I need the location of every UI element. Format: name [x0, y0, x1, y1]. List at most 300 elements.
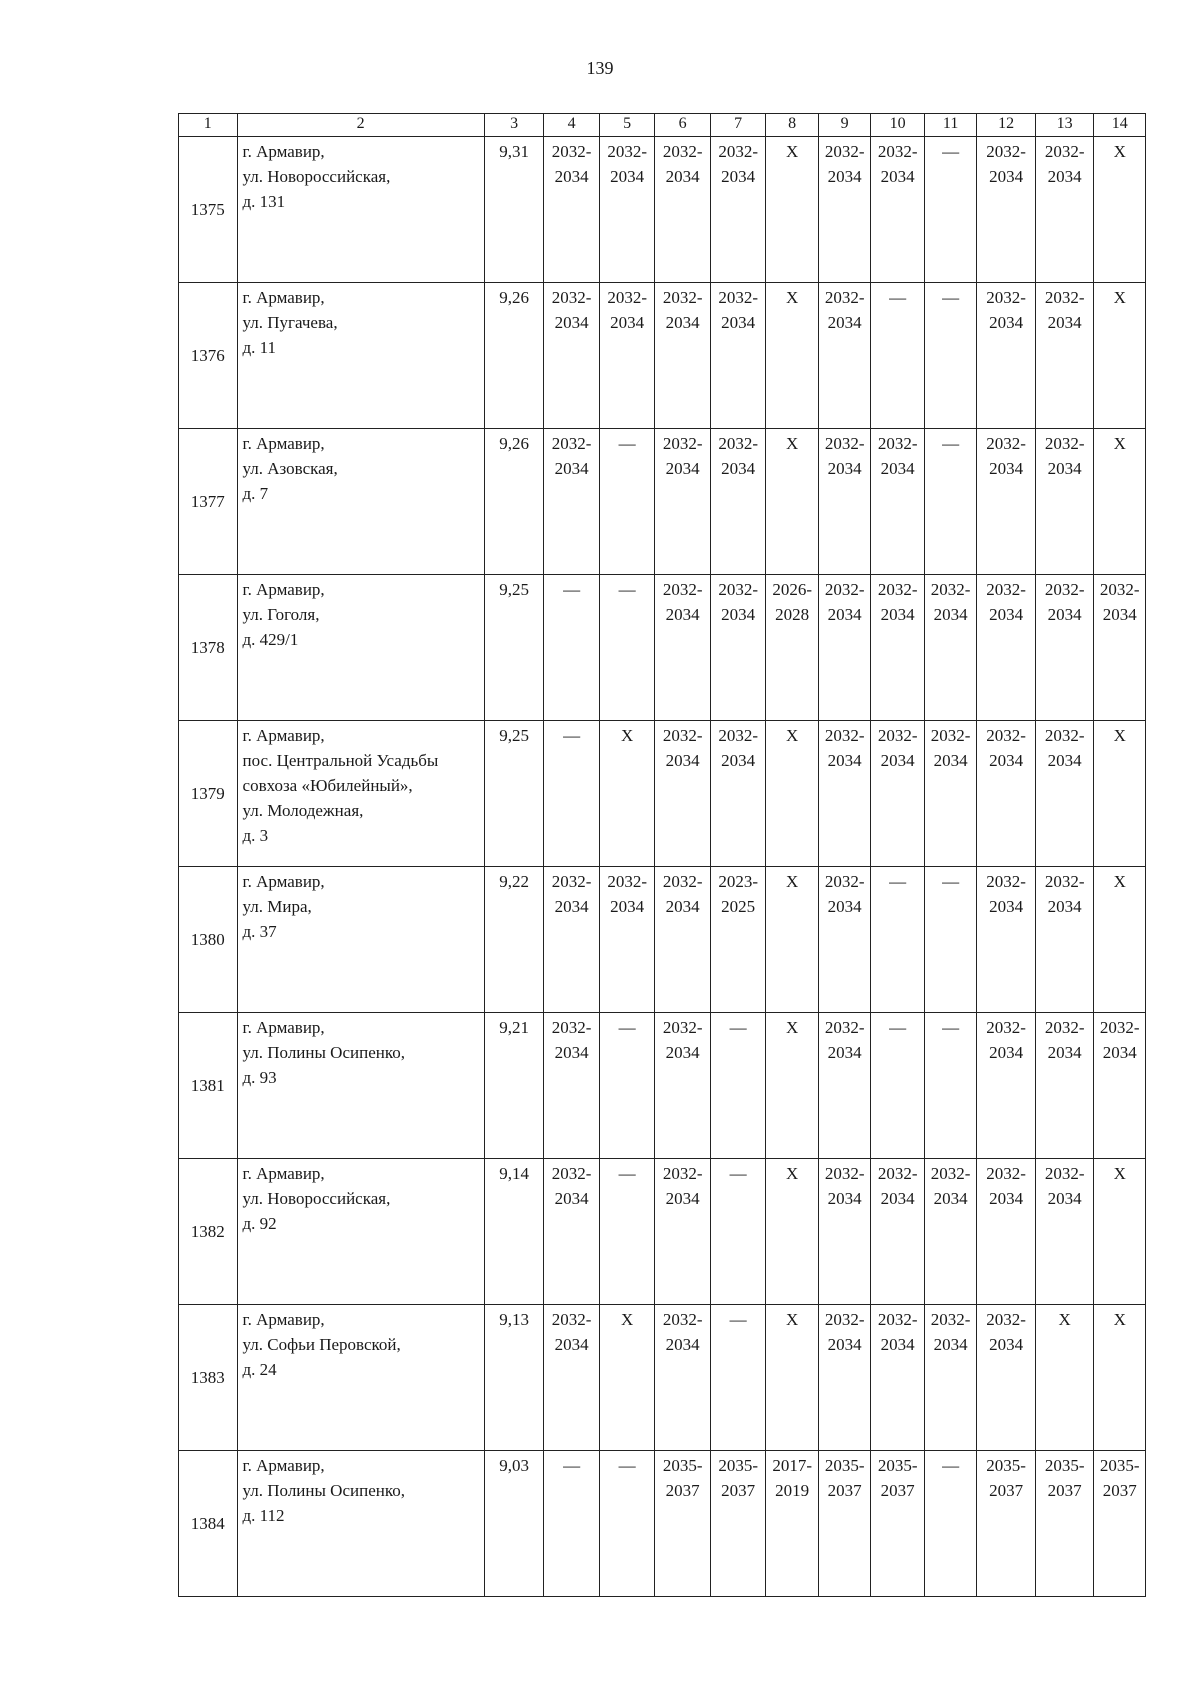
value-cell	[484, 1159, 544, 1305]
value-cell	[766, 721, 818, 867]
table-row	[179, 721, 1146, 867]
column-header: 9	[818, 114, 870, 137]
table-row	[179, 1305, 1146, 1451]
value-cell	[977, 429, 1036, 575]
value-text: 2032- 2034	[662, 1310, 703, 1354]
value-text: 2032- 2034	[1044, 434, 1085, 478]
address-line: г. Армавир,	[242, 142, 325, 161]
address-line: д. 112	[242, 1506, 285, 1525]
value-text: 2032- 2034	[824, 1310, 865, 1354]
value-text: Х	[786, 1164, 799, 1183]
address-line: д. 92	[242, 1214, 277, 1233]
value-text: 2032- 2034	[1044, 726, 1085, 770]
value-cell	[871, 429, 924, 575]
address-cell	[237, 1305, 484, 1451]
value-cell	[766, 1305, 818, 1451]
column-header: 14	[1094, 114, 1146, 137]
value-text: —	[729, 1018, 747, 1037]
value-text: 2032- 2034	[551, 1310, 592, 1354]
value-text: 2035- 2037	[1099, 1456, 1140, 1500]
row-number: 1378	[179, 575, 238, 721]
value-text: 2032- 2034	[662, 726, 703, 770]
address-line: ул. Молодежная,	[242, 801, 364, 820]
value-cell	[977, 1305, 1036, 1451]
value-cell	[544, 137, 600, 283]
row-number: 1376	[179, 283, 238, 429]
value-text: 2032- 2034	[877, 580, 918, 624]
value-cell	[818, 867, 870, 1013]
value-text: —	[889, 288, 907, 307]
value-cell	[655, 575, 711, 721]
address-cell	[237, 137, 484, 283]
value-text: 2032- 2034	[930, 726, 971, 770]
value-text: 2032- 2034	[824, 1018, 865, 1062]
table-header-row	[179, 114, 1146, 137]
value-text: 2032- 2034	[877, 1164, 918, 1208]
value-cell	[766, 429, 818, 575]
value-cell	[1094, 721, 1146, 867]
value-text: 2032- 2034	[930, 1164, 971, 1208]
value-cell	[655, 283, 711, 429]
value-text: 2032- 2034	[1044, 872, 1085, 916]
address-line: д. 24	[242, 1360, 277, 1379]
value-cell	[766, 867, 818, 1013]
value-text: 2032- 2034	[718, 288, 759, 332]
address-line: пос. Центральной Усадьбы	[242, 751, 439, 770]
value-cell	[924, 1451, 976, 1597]
value-text: 2032- 2034	[824, 872, 865, 916]
value-cell	[818, 1013, 870, 1159]
value-cell	[924, 137, 976, 283]
address-line: совхоза «Юбилейный»,	[242, 776, 413, 795]
address-line: г. Армавир,	[242, 1456, 325, 1475]
address-cell	[237, 1451, 484, 1597]
value-text: 2032- 2034	[662, 872, 703, 916]
value-cell	[544, 1159, 600, 1305]
value-text: 2035- 2037	[824, 1456, 865, 1500]
value-cell	[544, 1451, 600, 1597]
column-header: 3	[484, 114, 544, 137]
row-number: 1377	[179, 429, 238, 575]
address-line: ул. Софьи Перовской,	[242, 1335, 401, 1354]
value-text: 2032- 2034	[986, 1310, 1026, 1354]
row-number: 1380	[179, 867, 238, 1013]
value-cell	[871, 867, 924, 1013]
address-cell	[237, 283, 484, 429]
column-header: 2	[237, 114, 484, 137]
value-cell	[766, 1451, 818, 1597]
value-text: 9,22	[499, 872, 529, 891]
value-text: 2032- 2034	[986, 580, 1026, 624]
value-text: 2017- 2019	[772, 1456, 813, 1500]
value-text: Х	[786, 288, 799, 307]
value-cell	[977, 575, 1036, 721]
value-text: 2032- 2034	[551, 1164, 592, 1208]
value-cell	[977, 1451, 1036, 1597]
row-number: 1379	[179, 721, 238, 867]
table-body	[179, 114, 1146, 1597]
value-text: —	[889, 872, 907, 891]
address-line: д. 429/1	[242, 630, 299, 649]
value-cell	[818, 1159, 870, 1305]
value-cell	[1035, 283, 1094, 429]
value-text: 2035- 2037	[877, 1456, 918, 1500]
value-text: Х	[1113, 872, 1126, 891]
value-text: —	[618, 434, 636, 453]
value-text: 2032- 2034	[718, 434, 759, 478]
value-text: 9,25	[499, 580, 529, 599]
address-cell	[237, 721, 484, 867]
address-cell	[237, 575, 484, 721]
value-cell	[766, 137, 818, 283]
value-cell	[977, 1013, 1036, 1159]
value-text: 9,13	[499, 1310, 529, 1329]
value-cell	[1094, 1013, 1146, 1159]
value-text: 2032- 2034	[986, 726, 1026, 770]
value-cell	[924, 721, 976, 867]
value-text: 2032- 2034	[551, 434, 592, 478]
value-text: 2032- 2034	[877, 726, 918, 770]
table-row	[179, 575, 1146, 721]
value-cell	[484, 137, 544, 283]
value-cell	[818, 1451, 870, 1597]
value-text: 2032- 2034	[662, 142, 703, 186]
value-cell	[655, 721, 711, 867]
value-text: 2032- 2034	[718, 580, 759, 624]
value-cell	[766, 575, 818, 721]
value-text: Х	[1113, 288, 1126, 307]
value-cell	[871, 1013, 924, 1159]
value-cell	[818, 721, 870, 867]
table-row	[179, 429, 1146, 575]
table-row	[179, 867, 1146, 1013]
value-text: Х	[1058, 1310, 1071, 1329]
value-cell	[544, 867, 600, 1013]
value-text: 2032- 2034	[1099, 1018, 1140, 1062]
value-cell	[484, 1013, 544, 1159]
value-text: 2032- 2034	[662, 1164, 703, 1208]
value-cell	[484, 429, 544, 575]
value-cell	[655, 1159, 711, 1305]
value-text: —	[729, 1164, 747, 1183]
value-text: —	[942, 288, 960, 307]
address-line: г. Армавир,	[242, 580, 325, 599]
value-cell	[924, 867, 976, 1013]
value-text: 2032- 2034	[986, 288, 1026, 332]
value-text: —	[942, 142, 960, 161]
value-cell	[655, 137, 711, 283]
table-row	[179, 1159, 1146, 1305]
value-text: Х	[786, 142, 799, 161]
column-header: 10	[871, 114, 924, 137]
value-text: 9,26	[499, 434, 529, 453]
value-text: 2032- 2034	[824, 434, 865, 478]
value-text: 2032- 2034	[551, 1018, 592, 1062]
value-cell	[710, 137, 766, 283]
value-cell	[599, 721, 655, 867]
value-text: Х	[621, 726, 634, 745]
address-line: ул. Мира,	[242, 897, 312, 916]
value-text: —	[618, 1456, 636, 1475]
value-text: 9,14	[499, 1164, 529, 1183]
value-cell	[710, 283, 766, 429]
address-line: д. 11	[242, 338, 277, 357]
address-line: ул. Полины Осипенко,	[242, 1481, 405, 1500]
value-cell	[1094, 867, 1146, 1013]
value-cell	[924, 575, 976, 721]
value-text: 9,25	[499, 726, 529, 745]
value-cell	[766, 1159, 818, 1305]
value-cell	[871, 575, 924, 721]
value-text: Х	[1113, 434, 1126, 453]
address-line: г. Армавир,	[242, 288, 325, 307]
value-text: —	[942, 1018, 960, 1037]
value-text: 2032- 2034	[824, 288, 865, 332]
value-text: Х	[786, 1018, 799, 1037]
value-cell	[924, 1159, 976, 1305]
value-text: 2032- 2034	[1044, 580, 1085, 624]
value-cell	[544, 1305, 600, 1451]
address-line: ул. Азовская,	[242, 459, 338, 478]
value-text: 2032- 2034	[1044, 1018, 1085, 1062]
value-cell	[599, 867, 655, 1013]
value-text: 9,26	[499, 288, 529, 307]
value-text: 2032- 2034	[718, 726, 759, 770]
value-cell	[871, 137, 924, 283]
value-cell	[871, 1305, 924, 1451]
value-cell	[1035, 721, 1094, 867]
value-text: 2035- 2037	[1044, 1456, 1085, 1500]
value-cell	[1035, 575, 1094, 721]
address-cell	[237, 1013, 484, 1159]
value-text: —	[618, 580, 636, 599]
value-cell	[599, 137, 655, 283]
value-text: 2032- 2034	[986, 434, 1026, 478]
value-cell	[484, 283, 544, 429]
address-cell	[237, 867, 484, 1013]
address-line: д. 131	[242, 192, 286, 211]
column-header: 8	[766, 114, 818, 137]
column-header: 1	[179, 114, 238, 137]
value-text: 2032- 2034	[718, 142, 759, 186]
column-header: 7	[710, 114, 766, 137]
value-cell	[484, 867, 544, 1013]
value-cell	[544, 283, 600, 429]
value-cell	[977, 283, 1036, 429]
address-line: д. 7	[242, 484, 269, 503]
value-text: —	[942, 434, 960, 453]
value-text: Х	[786, 726, 799, 745]
value-cell	[710, 575, 766, 721]
value-cell	[710, 1159, 766, 1305]
column-header: 13	[1035, 114, 1094, 137]
value-cell	[1035, 1013, 1094, 1159]
value-cell	[924, 1013, 976, 1159]
table-row	[179, 283, 1146, 429]
value-cell	[818, 1305, 870, 1451]
address-line: ул. Пугачева,	[242, 313, 338, 332]
value-text: —	[563, 1456, 581, 1475]
value-text: 2032- 2034	[1044, 142, 1085, 186]
value-cell	[1094, 1159, 1146, 1305]
column-header: 5	[599, 114, 655, 137]
value-cell	[871, 283, 924, 429]
value-text: 2032- 2034	[824, 726, 865, 770]
value-text: 2032- 2034	[662, 434, 703, 478]
value-text: Х	[786, 1310, 799, 1329]
value-text: 2032- 2034	[986, 142, 1026, 186]
value-cell	[1035, 1305, 1094, 1451]
value-cell	[484, 721, 544, 867]
value-text: 2032- 2034	[551, 288, 592, 332]
address-line: г. Армавир,	[242, 1310, 325, 1329]
value-text: 2035- 2037	[662, 1456, 703, 1500]
value-text: —	[942, 872, 960, 891]
value-cell	[1094, 575, 1146, 721]
table-row	[179, 1013, 1146, 1159]
value-cell	[599, 429, 655, 575]
value-cell	[599, 1159, 655, 1305]
value-cell	[1035, 137, 1094, 283]
value-text: 2032- 2034	[1099, 580, 1140, 624]
value-cell	[655, 429, 711, 575]
value-text: —	[618, 1018, 636, 1037]
value-cell	[924, 429, 976, 575]
value-text: 2032- 2034	[607, 142, 647, 186]
value-text: Х	[621, 1310, 634, 1329]
row-number: 1381	[179, 1013, 238, 1159]
value-text: 9,31	[499, 142, 529, 161]
value-cell	[977, 137, 1036, 283]
value-text: 2032- 2034	[877, 434, 918, 478]
value-cell	[977, 867, 1036, 1013]
value-text: 2032- 2034	[824, 142, 865, 186]
value-text: 9,21	[499, 1018, 529, 1037]
value-text: —	[942, 1456, 960, 1475]
value-cell	[599, 1305, 655, 1451]
value-text: Х	[1113, 1310, 1126, 1329]
table-row	[179, 137, 1146, 283]
value-text: 2032- 2034	[607, 872, 647, 916]
value-cell	[484, 1451, 544, 1597]
value-text: 2035- 2037	[718, 1456, 759, 1500]
value-text: Х	[786, 872, 799, 891]
value-text: —	[563, 726, 581, 745]
address-cell	[237, 1159, 484, 1305]
value-cell	[1094, 1451, 1146, 1597]
value-cell	[1094, 283, 1146, 429]
address-line: д. 37	[242, 922, 277, 941]
table-row	[179, 1451, 1146, 1597]
value-cell	[655, 1013, 711, 1159]
value-text: 2032- 2034	[986, 872, 1026, 916]
value-cell	[1094, 1305, 1146, 1451]
value-cell	[655, 867, 711, 1013]
value-cell	[1035, 867, 1094, 1013]
value-text: —	[563, 580, 581, 599]
address-line: г. Армавир,	[242, 726, 325, 745]
value-text: 2032- 2034	[662, 580, 703, 624]
value-text: —	[889, 1018, 907, 1037]
value-text: 2032- 2034	[930, 1310, 971, 1354]
value-cell	[1035, 1451, 1094, 1597]
value-text: 2032- 2034	[1044, 1164, 1085, 1208]
address-line: ул. Полины Осипенко,	[242, 1043, 405, 1062]
value-cell	[1035, 429, 1094, 575]
address-line: д. 93	[242, 1068, 277, 1087]
column-header: 4	[544, 114, 600, 137]
value-cell	[599, 1451, 655, 1597]
value-text: Х	[1113, 726, 1126, 745]
value-text: 2032- 2034	[551, 142, 592, 186]
value-cell	[710, 867, 766, 1013]
value-cell	[655, 1305, 711, 1451]
row-number: 1375	[179, 137, 238, 283]
value-text: —	[618, 1164, 636, 1183]
value-text: 2032- 2034	[824, 1164, 865, 1208]
value-text: 2032- 2034	[551, 872, 592, 916]
value-cell	[871, 1159, 924, 1305]
address-line: ул. Новороссийская,	[242, 167, 391, 186]
value-text: 2035- 2037	[986, 1456, 1026, 1500]
value-cell	[710, 429, 766, 575]
column-header: 6	[655, 114, 711, 137]
address-line: г. Армавир,	[242, 872, 325, 891]
value-text: 2032- 2034	[986, 1164, 1026, 1208]
value-text: 2032- 2034	[662, 1018, 703, 1062]
value-cell	[818, 575, 870, 721]
address-line: г. Армавир,	[242, 1018, 325, 1037]
value-text: 2023- 2025	[718, 872, 759, 916]
address-line: ул. Гоголя,	[242, 605, 320, 624]
row-number: 1382	[179, 1159, 238, 1305]
value-cell	[1094, 137, 1146, 283]
value-cell	[924, 283, 976, 429]
page-number: 139	[586, 58, 614, 78]
value-cell	[766, 1013, 818, 1159]
value-cell	[544, 721, 600, 867]
value-cell	[544, 1013, 600, 1159]
value-cell	[818, 429, 870, 575]
value-text: 9,03	[499, 1456, 529, 1475]
value-cell	[818, 283, 870, 429]
value-cell	[871, 721, 924, 867]
row-number: 1383	[179, 1305, 238, 1451]
value-text: 2032- 2034	[1044, 288, 1085, 332]
address-line: г. Армавир,	[242, 434, 325, 453]
column-header: 11	[924, 114, 976, 137]
address-line: г. Армавир,	[242, 1164, 325, 1183]
value-text: Х	[1113, 142, 1126, 161]
value-cell	[484, 575, 544, 721]
value-cell	[544, 575, 600, 721]
row-number: 1384	[179, 1451, 238, 1597]
value-cell	[710, 1305, 766, 1451]
value-cell	[599, 1013, 655, 1159]
value-text: Х	[1113, 1164, 1126, 1183]
value-text: 2032- 2034	[877, 1310, 918, 1354]
value-text: 2032- 2034	[824, 580, 865, 624]
value-text: 2032- 2034	[662, 288, 703, 332]
value-cell	[599, 283, 655, 429]
schedule-table	[178, 113, 1146, 1597]
value-cell	[1094, 429, 1146, 575]
address-line: д. 3	[242, 826, 269, 845]
column-header: 12	[977, 114, 1036, 137]
value-cell	[1035, 1159, 1094, 1305]
value-cell	[818, 137, 870, 283]
value-cell	[924, 1305, 976, 1451]
